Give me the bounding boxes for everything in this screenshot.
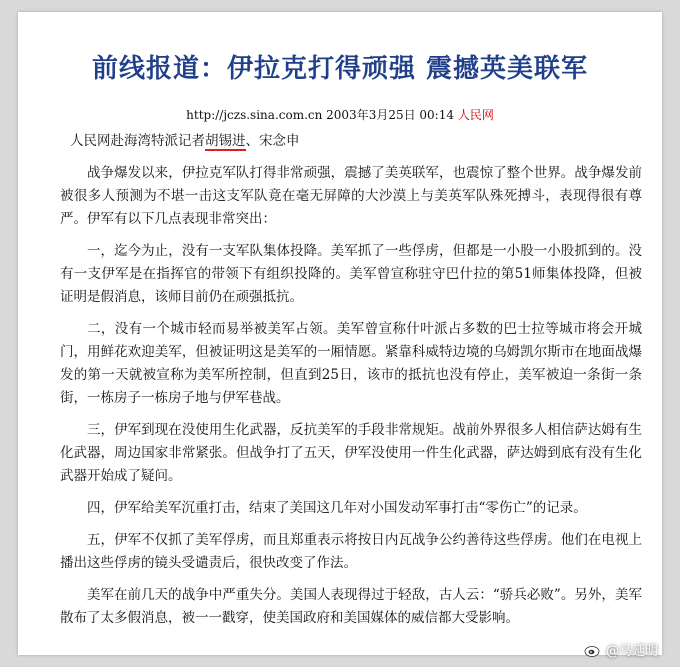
paragraph-point-4: 四，伊军给美军沉重打击，结束了美国这几年对小国发动军事打击“零伤亡”的记录。 [87,500,587,516]
article-sheet [18,12,662,655]
byline [70,130,642,153]
paragraph-point-1: 一，迄今为止，没有一支军队集体投降。美军抓了一些俘虏，但都是一小股一小股抓到的。没有一支伊军是在指挥官的带领下有组织投降的。美军曾宣称驻守巴什拉的第51师集体投降，但被证明是假消息，该师目前仍在顽强抵抗。 [60,243,642,305]
watermark-text: @马延明 [605,644,658,659]
byline-highlighted-name: 胡锡进 [205,133,246,149]
source-link[interactable]: 人民网 [457,108,494,122]
article-title: 前线报道：伊拉克打得顽强 震撼英美联军 [91,54,589,84]
paragraph-point-5: 五，伊军不仅抓了美军俘虏，而且郑重表示将按日内瓦战争公约善待这些俘虏。他们在电视上播出这些俘虏的镜头受谴责后，很快改变了作法。 [60,532,642,571]
article-source-line [18,106,662,123]
weibo-logo-icon [584,643,602,657]
watermark [584,640,658,659]
paragraph-point-3: 三，伊军到现在没使用生化武器，反抗美军的手段非常规矩。战前外界很多人相信萨达姆有生化武器，周边国家非常紧张。但战争打了五天，伊军没使用一件生化武器，萨达姆到底有没有生化武器开始成了疑问。 [60,422,642,484]
byline-suffix: 、宋念申 [245,133,300,149]
article-body [60,130,642,639]
byline-prefix: 人民网赴海湾特派记者 [70,133,205,149]
paragraph-intro: 战争爆发以来，伊拉克军队打得非常顽强，震撼了美英联军，也震惊了整个世界。战争爆发前被很多人预测为不堪一击这支军队竟在毫无屏障的大沙漠上与美英军队殊死搏斗，表现得很有尊严。伊军有以下几点表现非常突出： [60,165,642,227]
paragraph-point-2: 二，没有一个城市轻而易举被美军占领。美军曾宣称什叶派占多数的巴士拉等城市将会开城门，用鲜花欢迎美军，但被证明这是美军的一厢情愿。紧靠科威特边境的乌姆凯尔斯市在地面战爆发的第一天就被宣称为美军所控制，但直到25日，该市的抵抗也没有停止，美军被迫一条街一条街，一栋房子一栋房子地与伊军巷战。 [60,321,642,406]
paragraph-conclusion: 美军在前几天的战争中严重失分。美国人表现得过于轻敌，古人云：“骄兵必败”。另外，美军散布了太多假消息，被一一戳穿，使美国政府和美国媒体的威信都大受影响。 [60,587,642,626]
source-url-date: http://jczs.sina.com.cn 2003年3月25日 00:14 [186,108,454,122]
